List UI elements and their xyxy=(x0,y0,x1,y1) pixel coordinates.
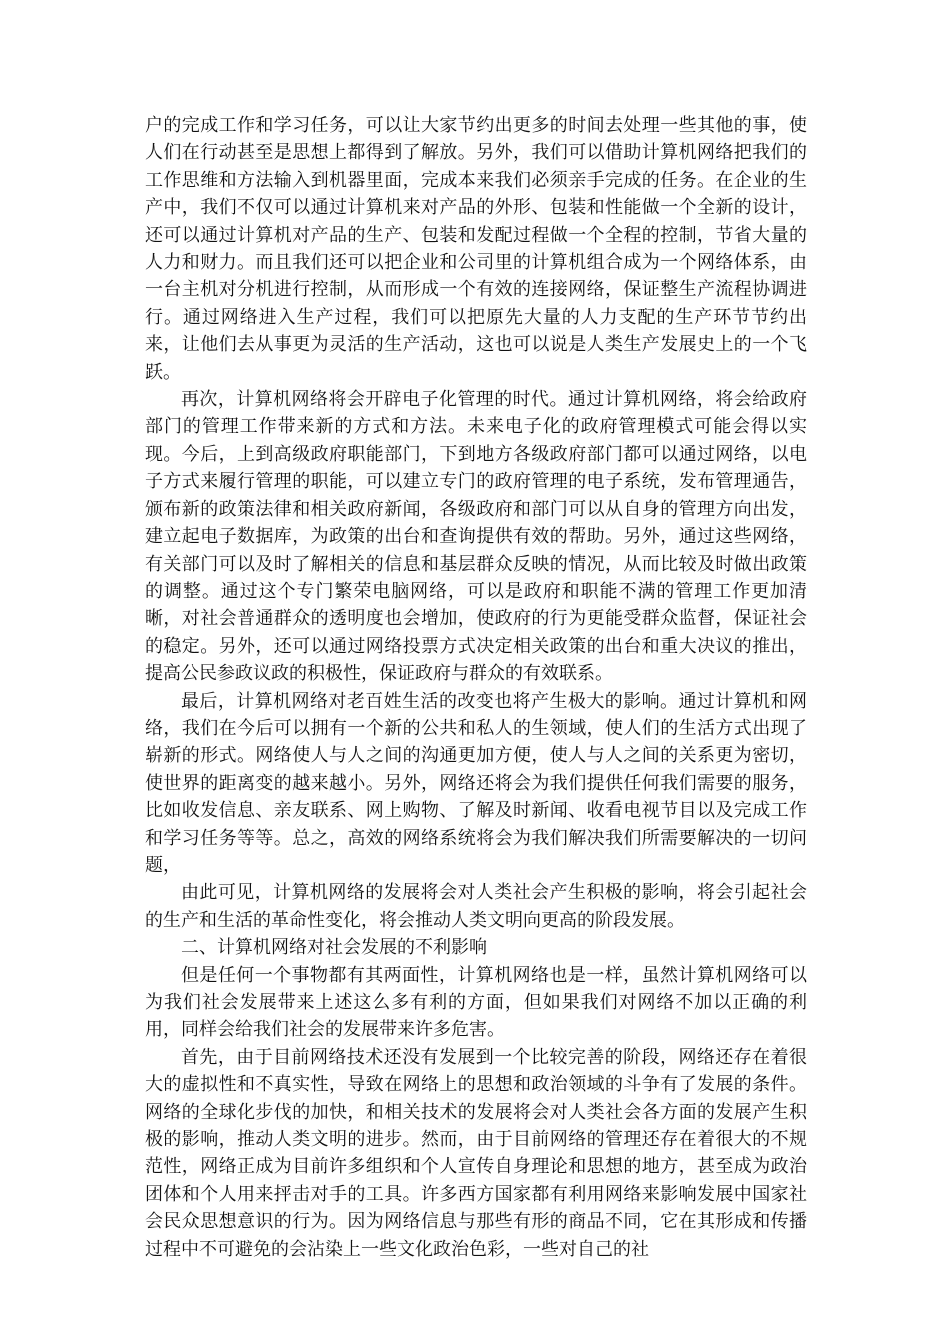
paragraph-two-sides: 但是任何一个事物都有其两面性，计算机网络也是一样，虽然计算机网络可以为我们社会发展带来上述这么多有利的方面，但如果我们对网络不加以正确的利用，同样会给我们社会的发展带来许多危害。 xyxy=(145,964,807,1041)
paragraph-continued: 户的完成工作和学习任务，可以让大家节约出更多的时间去处理一些其他的事，使人们在行动甚至是思想上都得到了解放。另外，我们可以借助计算机网络把我们的工作思维和方法输入到机器里面，完成本来我们必须亲手完成的任务。在企业的生产中，我们不仅可以通过计算机来对产品的外形、包装和性能做一个全新的设计，还可以通过计算机对产品的生产、包装和发配过程做一个全程的控制，节省大量的人力和财力。而且我们还可以把企业和公司里的计算机组合成为一个网络体系，由一台主机对分机进行控制，从而形成一个有效的连接网络，保证整生产流程协调进行。通过网络进入生产过程，我们可以把原先大量的人力支配的生产环节节约出来，让他们去从事更为灵活的生产活动，这也可以说是人类生产发展史上的一个飞跃。 xyxy=(145,115,807,383)
paragraph-e-government: 再次，计算机网络将会开辟电子化管理的时代。通过计算机网络，将会给政府部门的管理工作带来新的方式和方法。未来电子化的政府管理模式可能会得以实现。今后，上到高级政府职能部门，下到地方各级政府部门都可以通过网络，以电子方式来履行管理的职能，可以建立专门的政府管理的电子系统，发布管理通告，颁布新的政策法律和相关政府新闻，各级政府和部门可以从自身的管理方向出发，建立起电子数据库，为政策的出台和查询提供有效的帮助。另外，通过这些网络，有关部门可以及时了解相关的信息和基层群众反映的情况，从而比较及时做出政策的调整。通过这个专门繁荣电脑网络，可以是政府和职能不满的管理工作更加清晰，对社会普通群众的透明度也会增加，使政府的行为更能受群众监督，保证社会的稳定。另外，还可以通过网络投票方式决定相关政策的出台和重大决议的推出，提高公民参政议政的积极性，保证政府与群众的有效联系。 xyxy=(145,389,807,685)
section-heading: 二、计算机网络对社会发展的不利影响 xyxy=(181,937,487,959)
document-page xyxy=(145,112,807,1263)
paragraph-conclusion: 由此可见，计算机网络的发展将会对人类社会产生积极的影响，将会引起社会的生产和生活的革命性变化，将会推动人类文明向更高的阶段发展。 xyxy=(145,882,807,931)
paragraph-daily-life: 最后，计算机网络对老百姓生活的改变也将产生极大的影响。通过计算机和网络，我们在今后可以拥有一个新的公共和私人的生领域，使人们的生活方式出现了崭新的形式。网络使人与人之间的沟通更加方便，使人与人之间的关系更为密切，使世界的距离变的越来越小。另外，网络还将会为我们提供任何我们需要的服务，比如收发信息、亲友联系、网上购物、了解及时新闻、收看电视节目以及完成工作和学习任务等等。总之，高效的网络系统将会为我们解决我们所需要解决的一切问题， xyxy=(145,690,807,876)
paragraph-first-harm: 首先，由于目前网络技术还没有发展到一个比较完善的阶段，网络还存在着很大的虚拟性和不真实性，导致在网络上的思想和政治领域的斗争有了发展的条件。网络的全球化步伐的加快，和相关技术的发展将会对人类社会各方面的发展产生积极的影响，推动人类文明的进步。然而，由于目前网络的管理还存在着很大的不规范性，网络正成为目前许多组织和个人宣传自身理论和思想的地方，甚至成为政治团体和个人用来抨击对手的工具。许多西方国家都有利用网络来影响发展中国家社会民众思想意识的行为。因为网络信息与那些有形的商品不同，它在其形成和传播过程中不可避免的会沾染上一些文化政治色彩，一些对自己的社 xyxy=(145,1046,807,1260)
